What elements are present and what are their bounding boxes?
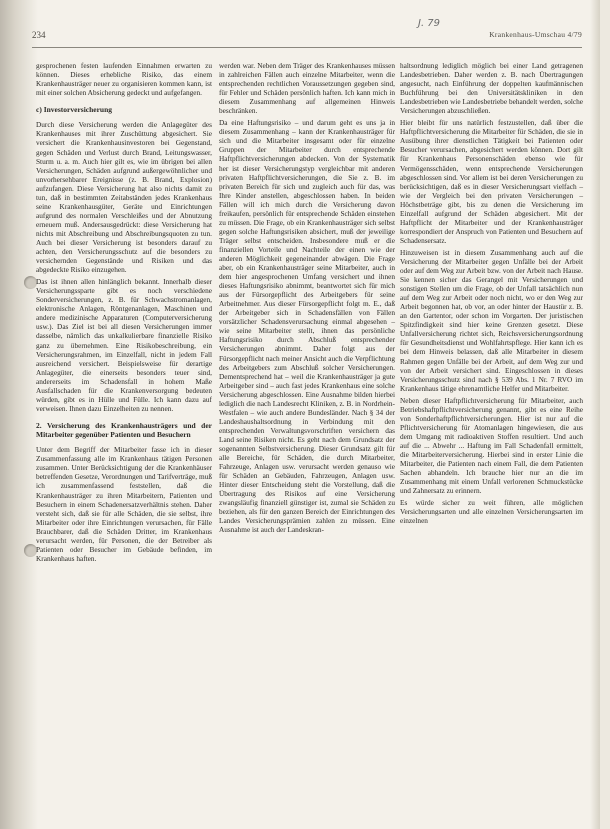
paragraph: haltsordnung lediglich möglich bei einer Land getragenen Landesbetrieben. Daher werden z. B. nach Übertragungen angesucht, nach Einführung der doppelten kaufmännischen Buchführung bei den Universitätskliniken in den Landesbetrieben wie Landesbetriebe behandelt werden, solche Versicherungen abzuschließen. — [400, 61, 583, 116]
paragraph: Neben dieser Haftpflichtversicherung für Mitarbeiter, auch Betriebshaftpflichtversicherung genannt, gibt es eine Reihe von Sonderhaftpflichtversicherungen. Hier ist nur auf die Pflichtversicherung für Atomanlagen hingewiesen, die aus dem Umgang mit radioaktiven Stoffen resultiert. Und auch auf die ... Abwehr ... Haftung im Fall Schadenfall ermittelt, die Mitarbeiterversicherung. Hierbei sind in erster Linie die Mitarbeiter, die Patienten nach einem Fall, die dem Patienten Sachen abhandeln. Ich brauche hier nur an die im Zusammenhang mit einem Unfall verlorenen Schmuckstücke und Zahnersatz zu erinnern. — [400, 395, 583, 496]
page-header — [32, 30, 582, 44]
header-rule — [32, 47, 582, 48]
running-head: Krankenhaus-Umschau 4/79 — [489, 30, 582, 39]
paragraph: werden war. Neben dem Träger des Krankenhauses müssen in zahlreichen Fällen auch einzelne Mitarbeiter, wenn die entsprechenden rechtlichen Voraussetzungen gegeben sind, für Fehler und Schäden persönlich haften. Ich kann mich in diesem Zusammenhang auf allgemeinen Hinweis beschränken. — [219, 61, 395, 116]
column-middle — [219, 61, 395, 537]
paragraph: Das ist ihnen allen hinlänglich bekannt. Innerhalb dieser Versicherungssparte gibt es noch verschiedene Sonderversicherungen, z. B. für Schwachstromanlagen, elektronische Anlagen, Röntgenanlagen, Maschinen und andere medizinische Apparaturen (Computerversicherung usw.). Das Ziel ist bei all diesen Versicherungen immer dasselbe, nämlich das unkalkulierbare finanzielle Risiko ganz zu übernehmen. Eine Risikobeschreibung, ein Versicherungsrahmen, im Einzelfall, nicht in jedem Fall ausreichend versichert. Beispielsweise für derartige Anlagegüter, die einerseits besonders teuer sind, andererseits im Schadensfall in hohem Maße Ausfallschaden für die Krankenversorgung bedeuten würden, gibt es in Hülle und Fülle. Ich kann dazu auf verweisen. Ihnen dazu Einzelheiten zu nennen. — [36, 277, 212, 413]
paragraph: Hinzuweisen ist in diesem Zusammenhang auch auf die Versicherung der Mitarbeiter gegen Unfälle bei der Arbeit oder auf dem Weg zur Arbeit bzw. von der Arbeit nach Hause. Sie kennen sicher das Gerangel mit Versicherungen und sonstigen Stellen um die Frage, ob der Unfall tatsächlich nun auf dem Weg zur Arbeit oder noch nicht, wo er den Weg zur Arbeit begonnen hat, ob vor, an oder hinter der Haustür z. B. an den Gartentor, oder schon im Vorgarten. Der juristischen Spitzfindigkeit sind hier keine Grenzen gesetzt. Diese Unfallversicherung richtet sich, Reichsversicherungsordnung für Gesundheitsdienst und Wohlfahrtspflege. Hier kann ich es bei dem Hinweis belassen, daß alle Mitarbeiter in diesem Rahmen gegen Unfälle bei der Arbeit, auf dem Weg zur und von der Arbeit versichert sind. Eingeschlossen in dieses Versicherungsschutz sind nach § 539 Abs. 1 Nr. 7 RVO im Krankenhaus tätige ehrenamtliche Helfer und Mitarbeiter. — [400, 247, 583, 393]
handwritten-note: J. 79 — [418, 18, 441, 29]
paragraph: Es würde sicher zu weit führen, alle möglichen Versicherungsarten und alle einzelnen Versicherungsarten im einzelnen — [400, 498, 583, 526]
paragraph: Unter dem Begriff der Mitarbeiter fasse ich in dieser Zusammenfassung alle im Krankenhaus tätigen Personen zusammen. Unter Berücksichtigung der die Krankenhäuser betreffenden Gesetze, Verordnungen und Tarifverträge, muß ich zusammenfassend feststellen, daß die Krankenhausträger zu ihren Mitarbeitern, Patienten und Besuchern in einem Schadenersatzverhältnis stehen. Daher versteht sich, daß sie für alle Schäden, die sie selbst, ihre Mitarbeiter oder ihre Einrichtungen verursachen, für Fälle Brauchbarer, daß die Schäden Dritter, im Krankenhaus verursacht werden, für Personen, die der Betreiber als Patienten oder Besucher im Gebäude befinden, im Krankenhaus haften. — [36, 445, 212, 563]
paragraph: Durch diese Versicherung werden die Anlagegüter des Krankenhauses mit ihrer Zuschüttung abgesichert. Sie versichert die Krankenhausinvestoren bei Gegenstand, gegen Schäden und Verlust durch Brand, Leitungswasser, Sturm u. a. m. Auch hier gilt es, wie im übrigen bei allen Versicherungen, Schäden aufgrund außergewöhnlicher und unvorhersehbarer Ereignisse (z. B. Brand, Explosion) aufzufangen. Diese Versicherung hat also nichts damit zu tun, daß in bestimmten Zeitabständen jedes Krankenhaus seine Krankenhausgüter, Geräte und Einrichtungen aufgrund des normalen Verschleißes und der Abnutzung erneuern muß. Andersausgedrückt: diese Versicherung hat nichts mit Abschreibung und Abschreibungsquoten zu tun. Auch bei dieser Versicherung ist besonders darauf zu achten, den Versicherungsschutz auf die besonders zu versichernden Gegenstände und Risiken und das abgedeckte Risiko einzugehen. — [36, 120, 212, 275]
page-binding-shadow — [0, 0, 38, 829]
paragraph: Hier bleibt für uns natürlich festzustellen, daß über die Haftpflichtversicherung die Mitarbeiter für Schäden, die sie in Ausübung ihrer dienstlichen Tätigkeit bei Patienten oder Besucher verursachen, abgesichert werden können. Dort gilt für Krankenhaus Personenschäden ebenso wie für Vermögensschäden, wenn entsprechende Versicherungen abgeschlossen sind. Vor allem ist bei deren Versicherungen zu berücksichtigen, daß es in dieser Versicherungsart vielfach – wie der Vergleich bei den privaten Versicherungen – Höchstbeträge gibt, bis zu denen die Versicherung im Einzelfall aufgrund der Schäden abgesichert. Mit der Haftpflicht der Mitarbeiter und der Krankenhausträger korrespondiert der Anspruch von Patienten und Besuchern auf Schadensersatz. — [400, 118, 583, 245]
paragraph: Da eine Haftungsrisiko – und darum geht es uns ja in diesem Zusammenhang – kann der Krankenhausträger für sich und die Mitarbeiter insgesamt oder für einzelne Gruppen der Mitarbeiter durch entsprechende Haftpflichtversicherungen abdecken. Von der Systematik her ist dieser Versicherungstyp vergleichbar mit anderen privaten Haftpflichtversicherungen, die Sie z. B. im privaten Bereich für sich und zugleich auch für das, was Ihre Kinder anstellen, abgeschlossen haben. In beiden Fällen will ich mich durch die Versicherung davon freikaufen, persönlich für entsprechende Schäden einstehen zu müssen. Die Frage, ob ein Krankenhausträger sich selbst gegen solche Haftungsrisiken absichert, muß der jeweilige Träger selbst entscheiden. Insbesondere muß er die finanziellen Vorteile und Nachteile der einen wie der anderen Möglichkeit gegeneinander abwägen. Die Frage aber, ob ein Krankenhausträger seine Mitarbeiter, auch in dem hier angesprochenen Umfang versichert und ihnen dieses Haftungsrisiko abnimmt, beantwortet sich für mich aus der Fürsorgepflicht des Arbeitgebers für seine Arbeitnehmer. Aus dieser Fürsorgepflicht folgt m. E., daß der Arbeitgeber sich in Schadensfällen von Fällen vorsätzlicher Schadensverursachung einmal abgesehen – wie seine Mitarbeiter stellt, ihnen das persönliche Haftungsrisiko durch Abschluß entsprechender Versicherungen abnimmt. Daher folgt aus der Fürsorgepflicht nach meiner Ansicht auch die Verpflichtung des Arbeitgebers zum Abschluß solcher Versicherungen. Dementsprechend hat – weil die Krankenhausträger ja gute Arbeitgeber sind – auch fast jedes Krankenhaus eine solche Versicherung abgeschlossen. Eine Ausnahme bilden hierbei lediglich die nach Landesrecht Kliniken, z. B. in Nordrhein-Westfalen – wie auch andere Bundesländer. Nach § 34 der Landeshaushaltsordnung in Verbindung mit den entsprechenden Verwaltungsvorschriften versichern das Land seine Risiken nicht. Es geht nach dem Grundsatz der sogenannten Selbstversicherung. Dieser Grundsatz gilt für alle Bereiche, für Schäden, die durch Mitarbeiter, Fahrzeuge, Anlagen usw. verursacht werden genauso wie für Schäden an Gebäuden, Fahrzeugen, Anlagen usw. Hinter dieser Entscheidung steht die Vorstellung, daß die Übertragung des Risikos auf eine Versicherung zwangsläufig finanziell günstiger ist, zumal sie Schäden zu beziehen, als für den ganzen Bereich der Einrichtungen des Landes Versicherungsprämien zahlen zu müssen. Eine Ausnahme ist auch der Landeskran- — [219, 118, 395, 535]
section-heading: c) Investorversicherung — [36, 105, 113, 115]
column-right — [400, 61, 583, 528]
paragraph: gesprochenen festen laufenden Einnahmen erwarten zu können. Dieses erhebliche Risiko, das einem Krankenhausträger neuer zu organisieren kommen kann, ist mit einer solchen Absicherung gedeckt und aufgefangen. — [36, 61, 212, 98]
page-edge-shadow — [590, 0, 600, 829]
section-heading: 2. Versicherung des Krankenhausträgers und der Mitarbeiter gegenüber Patienten und Besuchern — [36, 420, 212, 440]
column-left — [36, 61, 212, 566]
page-number: 234 — [32, 30, 46, 40]
